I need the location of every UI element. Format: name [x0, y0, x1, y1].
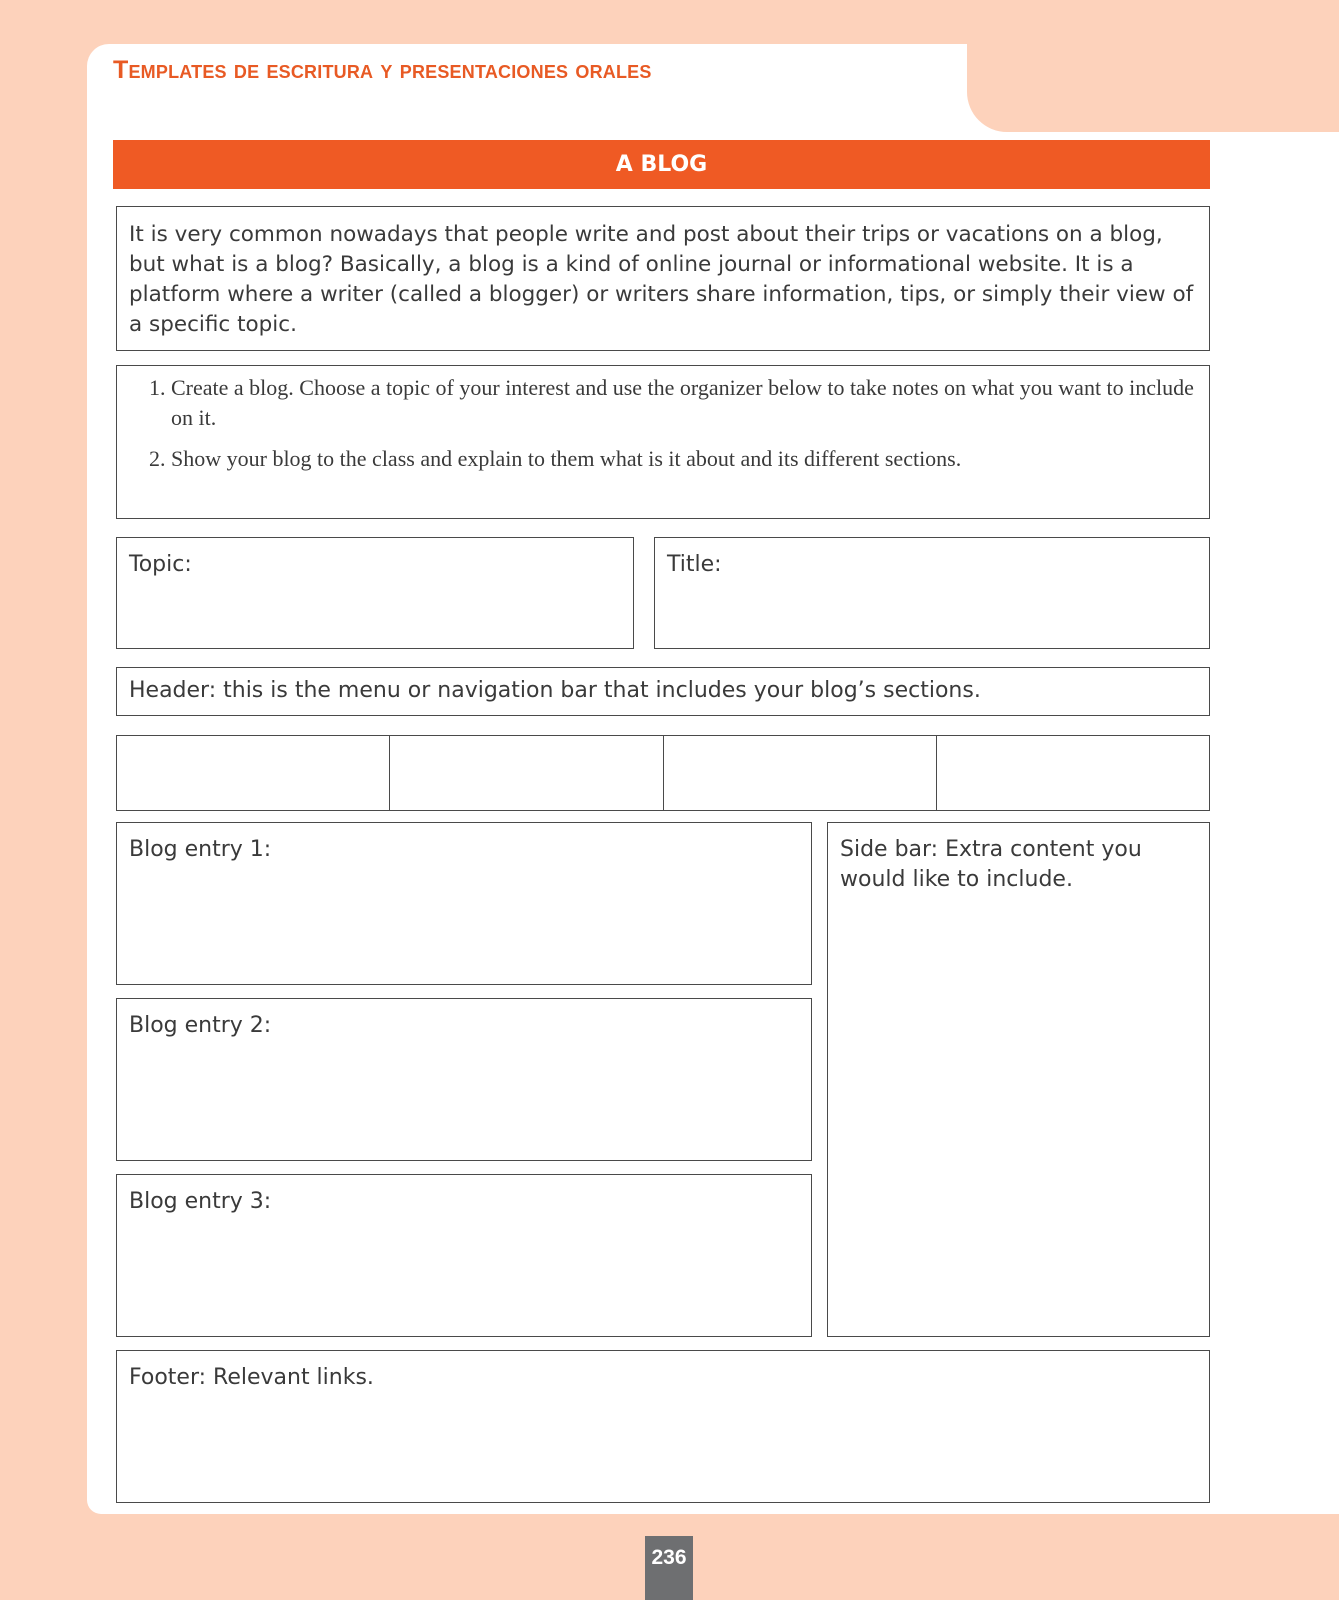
header-label: Header: this is the menu or navigation bar that includes your blog’s sections. [129, 678, 981, 703]
blog-entry-3-field[interactable] [116, 1174, 812, 1337]
sheet-tab-notch [967, 44, 1339, 132]
nav-section-field-3[interactable] [664, 736, 937, 810]
running-head: Templates de escritura y presentaciones orales [113, 56, 652, 84]
page-number: 236 [645, 1536, 693, 1600]
intro-text-box: It is very common nowadays that people write and post about their trips or vacations on a blog, but what is a blog? Basically, a blog is a kind of online journal or informational website. It is a platform where a writer (called a blogger) or writers share information, tips, or simply their view of a specific topic. [116, 206, 1210, 351]
title-field[interactable] [654, 537, 1210, 649]
navigation-sections-row [116, 735, 1210, 811]
header-description-box [116, 667, 1210, 716]
footer-label: Footer: Relevant links. [129, 1365, 374, 1390]
blog-entry-1-label: Blog entry 1: [129, 837, 272, 862]
footer-field[interactable] [116, 1350, 1210, 1503]
title-label: Title: [667, 552, 722, 577]
nav-section-field-4[interactable] [937, 736, 1209, 810]
topic-field[interactable] [116, 537, 634, 649]
blog-entry-2-field[interactable] [116, 998, 812, 1161]
blog-entry-1-field[interactable] [116, 822, 812, 985]
blog-entry-2-label: Blog entry 2: [129, 1013, 272, 1038]
instruction-item: 2. Show your blog to the class and explain to them what is it about and its different sections. [171, 444, 1197, 474]
instruction-item: 1. Create a blog. Choose a topic of your interest and use the organizer below to take notes on what you want to include on it. [171, 373, 1197, 433]
nav-section-field-2[interactable] [390, 736, 663, 810]
sidebar-label: Side bar: Extra content you would like to include. [840, 837, 1142, 892]
instructions-list [147, 373, 1197, 474]
topic-label: Topic: [129, 552, 192, 577]
nav-section-field-1[interactable] [117, 736, 390, 810]
blog-entry-3-label: Blog entry 3: [129, 1189, 272, 1214]
sidebar-field[interactable] [827, 822, 1210, 1337]
section-banner: A BLOG [113, 140, 1210, 189]
instructions-box [116, 365, 1210, 519]
